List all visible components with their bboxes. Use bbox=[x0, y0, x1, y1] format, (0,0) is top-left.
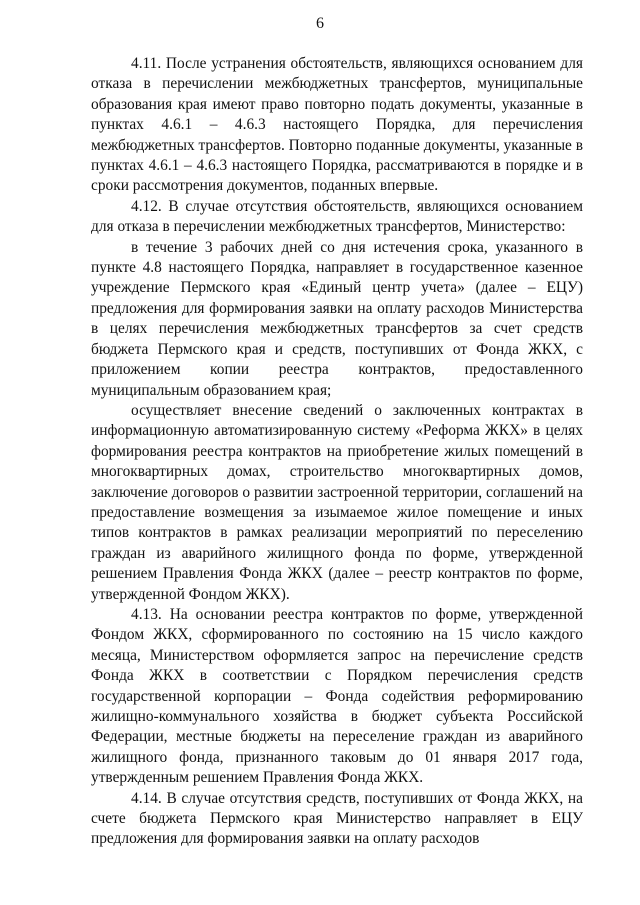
paragraph-4-12: 4.12. В случае отсутствия обстоятельств, являющихся основанием для отказа в перечислении межбюджетных трансфертов, Министерство: bbox=[91, 197, 583, 236]
paragraph-4-12-item-2: осуществляет внесение сведений о заключенных контрактах в информационную автоматизированную систему «Реформа ЖКХ» в целях формирования реестра контрактов на приобретение жилых помещений в многоквартирных домах, строительство многоквартирных домов, заключение договоров о развитии застроенной территории, соглашений на предоставление возмещения за изымаемое жилое помещение и иных типов контрактов в рамках реализации мероприятий по переселению граждан из аварийного жилищного фонда по форме, утвержденной решением Правления Фонда ЖКХ (далее – реестр контрактов по форме, утвержденной Фондом ЖКХ). bbox=[91, 401, 583, 603]
paragraph-4-14: 4.14. В случае отсутствия средств, поступивших от Фонда ЖКХ, на счете бюджета Пермского края Министерство направляет в ЕЦУ предложения для формирования заявки на оплату расходов bbox=[91, 789, 583, 848]
paragraph-4-13: 4.13. На основании реестра контрактов по форме, утвержденной Фондом ЖКХ, сформированного по состоянию на 15 число каждого месяца, Министерством оформляется запрос на перечисление средств Фонда ЖКХ в соответствии с Порядком перечисления средств государственной корпорации – Фонда содействия реформированию жилищно-коммунального хозяйства в бюджет субъекта Российской Федерации, местные бюджеты на переселение граждан из аварийного жилищного фонда, признанного таковым до 01 января 2017 года, утвержденным решением Правления Фонда ЖКХ. bbox=[91, 605, 583, 787]
document-body bbox=[91, 54, 583, 850]
page-number: 6 bbox=[316, 15, 324, 32]
paragraph-4-11: 4.11. После устранения обстоятельств, являющихся основанием для отказа в перечислении межбюджетных трансфертов, муниципальные образования края имеют право повторно подать документы, указанные в пунктах 4.6.1 – 4.6.3 настоящего Порядка, для перечисления межбюджетных трансфертов. Повторно поданные документы, указанные в пунктах 4.6.1 – 4.6.3 настоящего Порядка, рассматриваются в порядке и в сроки рассмотрения документов, поданных впервые. bbox=[91, 55, 583, 195]
paragraph-4-12-item-1: в течение 3 рабочих дней со дня истечения срока, указанного в пункте 4.8 настоящего Порядка, направляет в государственное казенное учреждение Пермского края «Единый центр учета» (далее – ЕЦУ) предложения для формирования заявки на оплату расходов Министерства в целях перечисления межбюджетных трансфертов за счет средств бюджета Пермского края и средств, поступивших от Фонда ЖКХ, с приложением копии реестра контрактов, предоставленного муниципальным образованием края; bbox=[91, 238, 583, 399]
